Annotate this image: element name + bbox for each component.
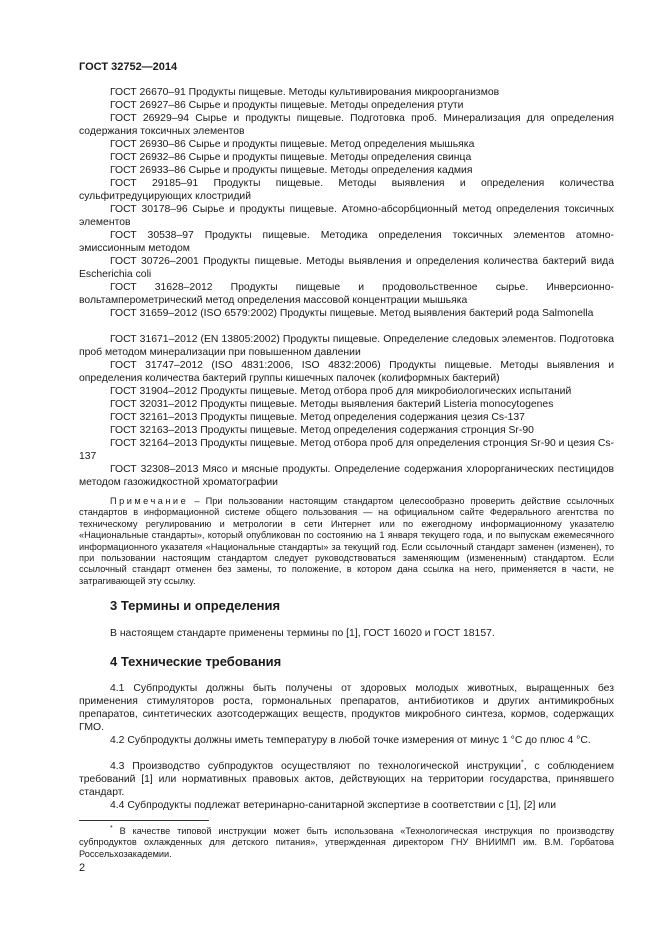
page-number: 2	[79, 862, 86, 874]
note-paragraph	[79, 496, 614, 587]
clause-4-3	[79, 761, 614, 800]
ref-gost-26933: ГОСТ 26933–86 Сырье и продукты пищевые. Методы определения кадмия	[110, 165, 473, 176]
ref-gost-26932: ГОСТ 26932–86 Сырье и продукты пищевые. Методы определения свинца	[110, 152, 472, 163]
ref-gost-31628: ГОСТ 31628–2012 Продукты пищевые и продовольственное сырье. Инверсионно-вольтамперометрический метод определения массовой концентрации мышьяка	[79, 282, 614, 306]
ref-gost-26670: ГОСТ 26670–91 Продукты пищевые. Методы культивирования микроорганизмов	[110, 87, 500, 98]
ref-gost-30726: ГОСТ 30726–2001 Продукты пищевые. Методы выявления и определения количества бактерий вида Escherichia coli	[79, 256, 614, 280]
ref-gost-30178: ГОСТ 30178–96 Сырье и продукты пищевые. Атомно-абсорбционный метод определения токсичных элементов	[79, 204, 614, 228]
ref-gost-29185: ГОСТ 29185–91 Продукты пищевые. Методы выявления и определения количества сульфитредуцирующих клостридий	[79, 178, 614, 202]
ref-gost-32163: ГОСТ 32163–2013 Продукты пищевые. Метод определения содержания стронция Sr-90	[110, 425, 534, 436]
note-label: Примечание	[110, 496, 189, 506]
clause-4-4: 4.4 Субпродукты подлежат ветеринарно-санитарной экспертизе в соответствии с [1], [2] или	[110, 800, 557, 811]
footnote-ref-mark[interactable]: *	[520, 759, 524, 767]
clause-4-3-text-b: , с соблюдением требований [1] или нормативных правовых актов, действующих на территории государства, принявшего стандарт.	[79, 761, 614, 798]
footnote-divider	[79, 820, 209, 821]
ref-gost-31671: ГОСТ 31671–2012 (EN 13805:2002) Продукты пищевые. Определение следовых элементов. Подготовка проб методом минерализации при повышенном давлении	[79, 334, 614, 358]
section-3-heading: 3 Термины и определения	[110, 598, 281, 613]
note-text: – При пользовании настоящим стандартом целесообразно проверить действие ссылочных стандартов в информационной системе общего пользования — на официальном сайте Федерального агентства по техническому регулированию и метрологии в сети Интернет или по ежегодному информационному указателю «Национальные стандарты», который опубликован по состоянию на 1 января текущего года, и по выпускам ежемесячного информационного указателя «Национальные стандарты» за текущий год. Если ссылочный стандарт заменен (изменен), то при пользовании настоящим стандартом следует руководствоваться заменяющим (измененным) стандартом. Если ссылочный стандарт отменен без замены, то положение, в котором дана ссылка на него, применяется в части, не затрагивающей эту ссылку.	[79, 496, 614, 586]
section-4-heading: 4 Технические требования	[110, 654, 282, 669]
section-3-text: В настоящем стандарте применены термины по [1], ГОСТ 16020 и ГОСТ 18157.	[110, 628, 495, 639]
footnote-mark: *	[110, 824, 113, 832]
footnote	[79, 826, 614, 860]
document-header: ГОСТ 32752—2014	[79, 61, 178, 73]
footnote-text: В качестве типовой инструкции может быть использована «Технологическая инструкция по производству субпродуктов охлажденных для детского питания», утвержденная директором ГНУ ВНИИМП им. В.М. Горбатова Россельхозакадемии.	[79, 826, 614, 859]
clause-4-2: 4.2 Субпродукты должны иметь температуру в любой точке измерения от минус 1 °С до плюс 4 °С.	[110, 735, 591, 746]
ref-gost-30538: ГОСТ 30538–97 Продукты пищевые. Методика определения токсичных элементов атомно-эмиссионным методом	[79, 230, 614, 254]
ref-gost-26927: ГОСТ 26927–86 Сырье и продукты пищевые. Методы определения ртути	[110, 100, 464, 111]
ref-gost-32161: ГОСТ 32161–2013 Продукты пищевые. Метод определения содержания цезия Cs-137	[110, 412, 525, 423]
ref-gost-31904: ГОСТ 31904–2012 Продукты пищевые. Метод отбора проб для микробиологических испытаний	[110, 386, 572, 397]
ref-gost-32031: ГОСТ 32031–2012 Продукты пищевые. Методы выявления бактерий Listeria monocytogenes	[110, 399, 554, 410]
ref-gost-31747: ГОСТ 31747–2012 (ISO 4831:2006, ISO 4832:2006) Продукты пищевые. Методы выявления и определения количества бактерий группы кишечных палочек (колиформных бактерий)	[79, 360, 614, 384]
ref-gost-26930: ГОСТ 26930–86 Сырье и продукты пищевые. Метод определения мышьяка	[110, 139, 475, 150]
ref-gost-32308: ГОСТ 32308–2013 Мясо и мясные продукты. Определение содержания хлорорганических пестицидов методом газожидкостной хроматографии	[79, 464, 614, 488]
clause-4-1: 4.1 Субпродукты должны быть получены от здоровых молодых животных, выращенных без применения стимуляторов роста, гормональных препаратов, антибиотиков и других антимикробных препаратов, синтетических азотсодержащих веществ, продуктов микробного синтеза, кормов, содержащих ГМО.	[79, 683, 614, 733]
clause-4-3-text-a: 4.3 Производство субпродуктов осуществляют по технологической инструкции	[110, 761, 521, 772]
ref-gost-32164: ГОСТ 32164–2013 Продукты пищевые. Метод отбора проб для определения стронция Sr-90 и цезия Cs-137	[79, 438, 614, 462]
ref-gost-31659: ГОСТ 31659–2012 (ISO 6579:2002) Продукты пищевые. Метод выявления бактерий рода Salmonella	[110, 308, 594, 319]
ref-gost-26929: ГОСТ 26929–94 Сырье и продукты пищевые. Подготовка проб. Минерализация для определения содержания токсичных элементов	[79, 113, 614, 137]
